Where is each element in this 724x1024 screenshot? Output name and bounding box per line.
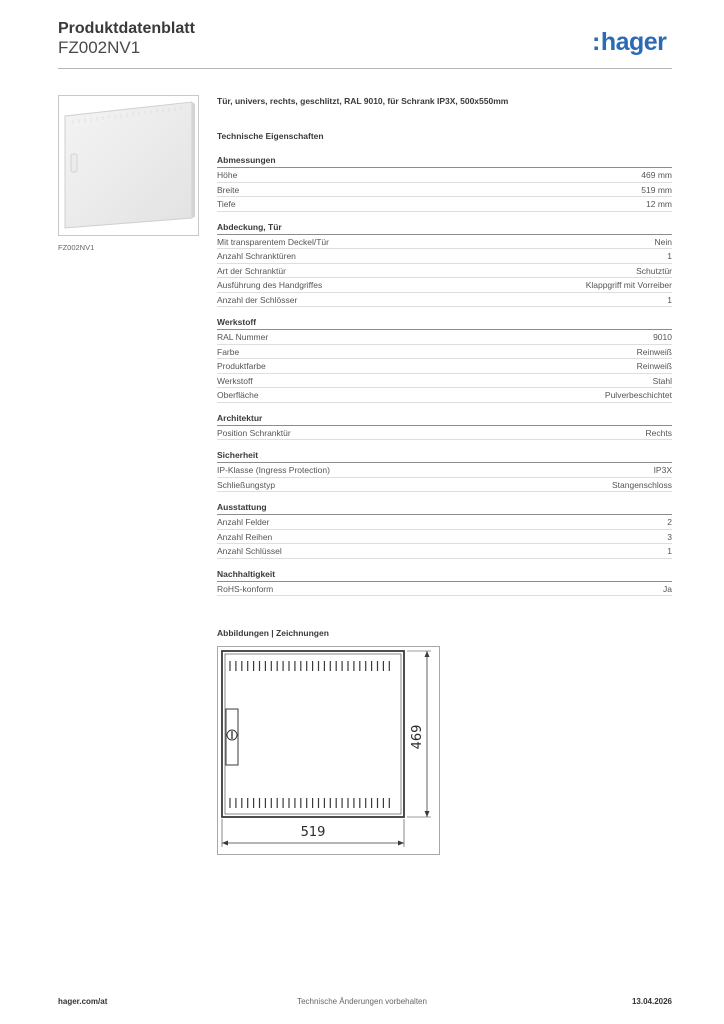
property-label: Anzahl Reihen bbox=[217, 531, 273, 542]
logo-colon-icon: : bbox=[592, 28, 600, 56]
property-row bbox=[217, 426, 672, 441]
property-value: Reinweiß bbox=[636, 346, 672, 357]
property-section bbox=[217, 569, 672, 597]
property-label: Breite bbox=[217, 184, 240, 195]
section-title: Abdeckung, Tür bbox=[217, 222, 672, 235]
property-label: Art der Schranktür bbox=[217, 265, 286, 276]
property-value: Schutztür bbox=[636, 265, 672, 276]
property-label: Mit transparentem Deckel/Tür bbox=[217, 236, 329, 247]
product-description: Tür, univers, rechts, geschlitzt, RAL 9010, für Schrank IP3X, 500x550mm bbox=[217, 96, 509, 106]
section-title: Architektur bbox=[217, 413, 672, 426]
property-label: Anzahl Schlüssel bbox=[217, 546, 282, 556]
property-row bbox=[217, 582, 672, 597]
property-label: Tiefe bbox=[217, 199, 236, 209]
drawings-heading: Abbildungen | Zeichnungen bbox=[217, 628, 329, 638]
property-value: Rechts bbox=[645, 427, 672, 438]
section-title: Sicherheit bbox=[217, 450, 672, 463]
property-label: Position Schranktür bbox=[217, 427, 291, 438]
hager-logo[interactable] bbox=[592, 28, 666, 57]
document-title: Produktdatenblatt bbox=[58, 20, 195, 37]
property-value: 1 bbox=[667, 546, 672, 556]
property-value: 9010 bbox=[653, 332, 672, 342]
footer-date: 13.04.2026 bbox=[631, 997, 672, 1006]
property-value: 1 bbox=[667, 294, 672, 305]
footer-disclaimer: Technische Änderungen vorbehalten bbox=[297, 997, 427, 1006]
property-label: Farbe bbox=[217, 346, 240, 357]
property-label: Werkstoff bbox=[217, 375, 253, 386]
property-value: 519 mm bbox=[641, 184, 672, 195]
property-row bbox=[217, 530, 672, 545]
property-value: Nein bbox=[654, 236, 672, 247]
property-value: Ja bbox=[663, 583, 672, 594]
property-value: IP3X bbox=[653, 465, 672, 475]
property-value: 469 mm bbox=[641, 170, 672, 180]
property-row bbox=[217, 544, 672, 559]
section-title: Ausstattung bbox=[217, 502, 672, 515]
property-section bbox=[217, 155, 672, 212]
property-label: Anzahl Felder bbox=[217, 517, 270, 527]
property-value: 2 bbox=[667, 517, 672, 527]
property-row bbox=[217, 197, 672, 212]
property-row bbox=[217, 330, 672, 345]
logo-text: hager bbox=[600, 28, 667, 56]
width-dimension-label: 519 bbox=[300, 825, 326, 840]
property-value: 1 bbox=[667, 251, 672, 261]
property-label: RAL Nummer bbox=[217, 332, 269, 342]
property-section bbox=[217, 317, 672, 403]
property-label: Anzahl der Schlösser bbox=[217, 294, 298, 305]
door-photo-icon bbox=[59, 96, 198, 235]
property-row bbox=[217, 293, 672, 308]
property-row bbox=[217, 183, 672, 198]
footer-website-link[interactable]: hager.com/at bbox=[58, 997, 108, 1006]
property-row bbox=[217, 345, 672, 360]
property-row bbox=[217, 235, 672, 250]
property-value: Reinweiß bbox=[636, 361, 672, 371]
property-value: Klappgriff mit Vorreiber bbox=[585, 280, 672, 290]
property-label: Ausführung des Handgriffes bbox=[217, 280, 323, 290]
property-value: 3 bbox=[667, 531, 672, 542]
property-label: IP-Klasse (Ingress Protection) bbox=[217, 465, 330, 475]
property-row bbox=[217, 359, 672, 374]
property-section bbox=[217, 450, 672, 492]
property-row bbox=[217, 463, 672, 478]
property-row bbox=[217, 264, 672, 279]
property-row bbox=[217, 478, 672, 493]
property-label: RoHS-konform bbox=[217, 583, 274, 594]
technical-drawing bbox=[217, 646, 440, 855]
property-label: Anzahl Schranktüren bbox=[217, 251, 296, 261]
property-section bbox=[217, 502, 672, 559]
section-title: Nachhaltigkeit bbox=[217, 569, 672, 582]
property-label: Höhe bbox=[217, 170, 238, 180]
property-section bbox=[217, 413, 672, 441]
property-row bbox=[217, 374, 672, 389]
product-image-caption: FZ002NV1 bbox=[58, 243, 95, 252]
property-label: Oberfläche bbox=[217, 390, 259, 400]
height-dimension-label: 469 bbox=[410, 724, 425, 750]
property-label: Produktfarbe bbox=[217, 361, 266, 371]
tech-properties-heading: Technische Eigenschaften bbox=[217, 131, 324, 141]
section-title: Werkstoff bbox=[217, 317, 672, 330]
section-title: Abmessungen bbox=[217, 155, 672, 168]
header-divider bbox=[58, 68, 672, 69]
property-row bbox=[217, 168, 672, 183]
property-value: Stangenschloss bbox=[611, 479, 672, 490]
property-sections bbox=[217, 155, 672, 596]
property-label: Schließungstyp bbox=[217, 479, 276, 490]
product-code: FZ002NV1 bbox=[58, 38, 141, 57]
property-section bbox=[217, 222, 672, 308]
product-image bbox=[58, 95, 199, 236]
product-details bbox=[217, 96, 672, 606]
property-row bbox=[217, 249, 672, 264]
property-row bbox=[217, 515, 672, 530]
property-value: Stahl bbox=[652, 375, 672, 386]
property-value: Pulverbeschichtet bbox=[604, 390, 672, 400]
property-value: 12 mm bbox=[646, 199, 672, 209]
property-row bbox=[217, 278, 672, 293]
property-row bbox=[217, 388, 672, 403]
door-drawing-icon bbox=[218, 647, 439, 854]
